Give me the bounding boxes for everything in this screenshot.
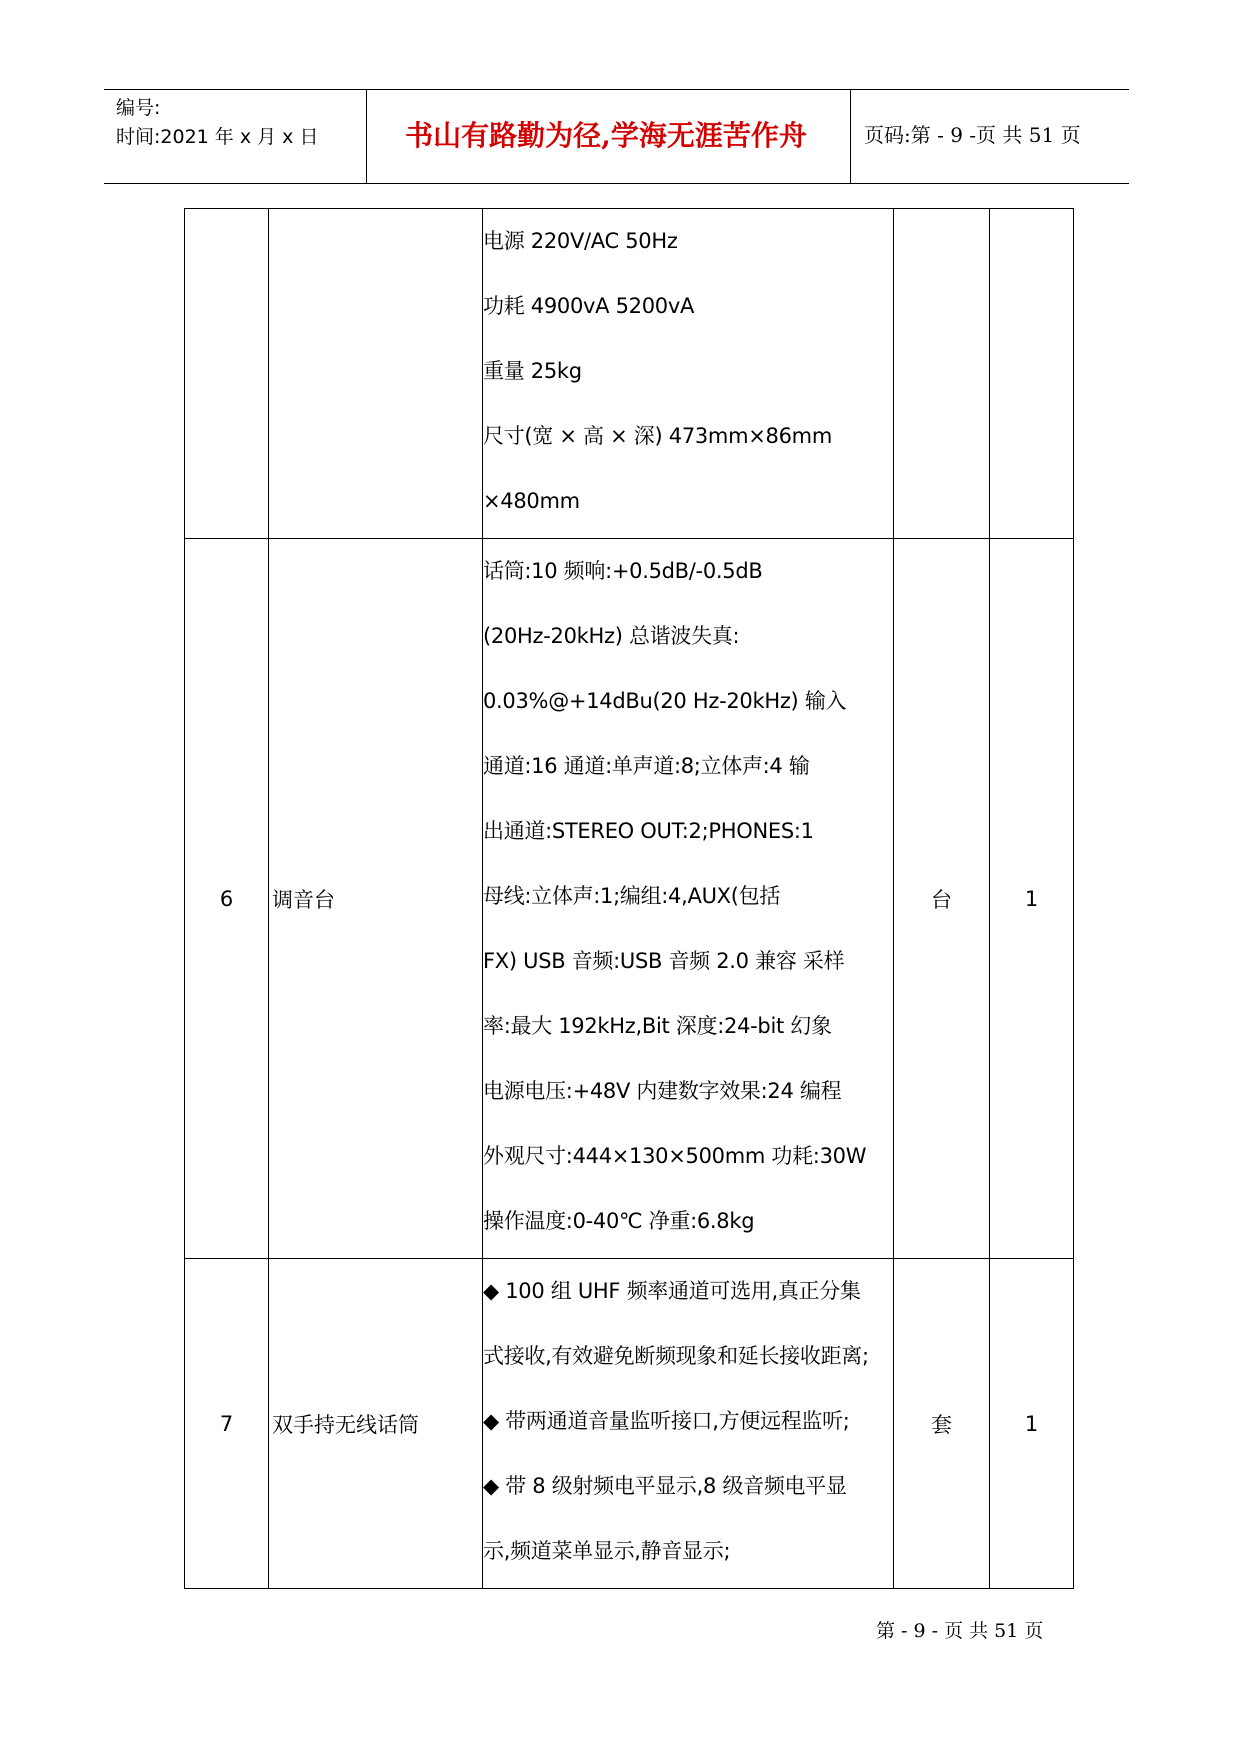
- item-number: 6: [185, 539, 269, 1259]
- spec-line: FX) USB 音频:USB 音频 2.0 兼容 采样: [483, 949, 845, 973]
- item-spec: [483, 539, 894, 1259]
- item-unit: [894, 209, 990, 539]
- spec-line: 率:最大 192kHz,Bit 深度:24-bit 幻象: [483, 1014, 832, 1038]
- spec-line: ×480mm: [483, 489, 580, 513]
- spec-line: ◆ 100 组 UHF 频率通道可选用,真正分集: [483, 1279, 861, 1303]
- item-unit: 台: [894, 539, 990, 1259]
- item-quantity: 1: [990, 1259, 1074, 1589]
- spec-line: 操作温度:0-40℃ 净重:6.8kg: [483, 1209, 755, 1233]
- spec-line: 式接收,有效避免断频现象和延长接收距离;: [483, 1344, 869, 1368]
- item-quantity: 1: [990, 539, 1074, 1259]
- page-header: [104, 89, 1129, 184]
- item-name: 调音台: [269, 539, 483, 1259]
- table-row: [185, 209, 1074, 539]
- item-name: [269, 209, 483, 539]
- header-meta: [116, 94, 318, 152]
- spec-line: 话筒:10 频响:+0.5dB/-0.5dB: [483, 559, 763, 583]
- spec-line: ◆ 带 8 级射频电平显示,8 级音频电平显: [483, 1474, 847, 1498]
- table-row: [185, 539, 1074, 1259]
- header-motto: 书山有路勤为径,学海无涯苦作舟: [405, 119, 807, 152]
- spec-line: 0.03%@+14dBu(20 Hz-20kHz) 输入: [483, 689, 847, 713]
- equipment-spec-table: [184, 208, 1074, 1589]
- header-divider-right: [850, 90, 851, 183]
- serial-label: 编号:: [116, 97, 161, 119]
- item-spec: [483, 209, 894, 539]
- header-page-label: 页码:第 - 9 -页 共 51 页: [864, 123, 1081, 147]
- item-quantity: [990, 209, 1074, 539]
- table-row: [185, 1259, 1074, 1589]
- spec-line: 外观尺寸:444×130×500mm 功耗:30W: [483, 1144, 867, 1168]
- spec-line: (20Hz-20kHz) 总谐波失真:: [483, 624, 740, 648]
- spec-line: 重量 25kg: [483, 359, 582, 383]
- spec-line: 通道:16 通道:单声道:8;立体声:4 输: [483, 754, 810, 778]
- spec-line: ◆ 带两通道音量监听接口,方便远程监听;: [483, 1409, 850, 1433]
- spec-line: 示,频道菜单显示,静音显示;: [483, 1539, 731, 1563]
- spec-line: 功耗 4900vA 5200vA: [483, 294, 695, 318]
- spec-line: 出通道:STEREO OUT:2;PHONES:1: [483, 819, 814, 843]
- spec-line: 尺寸(宽 × 高 × 深) 473mm×86mm: [483, 424, 832, 448]
- item-number: 7: [185, 1259, 269, 1589]
- spec-line: 电源 220V/AC 50Hz: [483, 229, 678, 253]
- page-footer: 第 - 9 - 页 共 51 页: [876, 1620, 1044, 1642]
- item-spec: [483, 1259, 894, 1589]
- spec-line: 电源电压:+48V 内建数字效果:24 编程: [483, 1079, 842, 1103]
- item-number: [185, 209, 269, 539]
- item-name: 双手持无线话筒: [269, 1259, 483, 1589]
- spec-line: 母线:立体声:1;编组:4,AUX(包括: [483, 884, 781, 908]
- item-unit: 套: [894, 1259, 990, 1589]
- time-label: 时间:2021 年 x 月 x 日: [116, 126, 319, 148]
